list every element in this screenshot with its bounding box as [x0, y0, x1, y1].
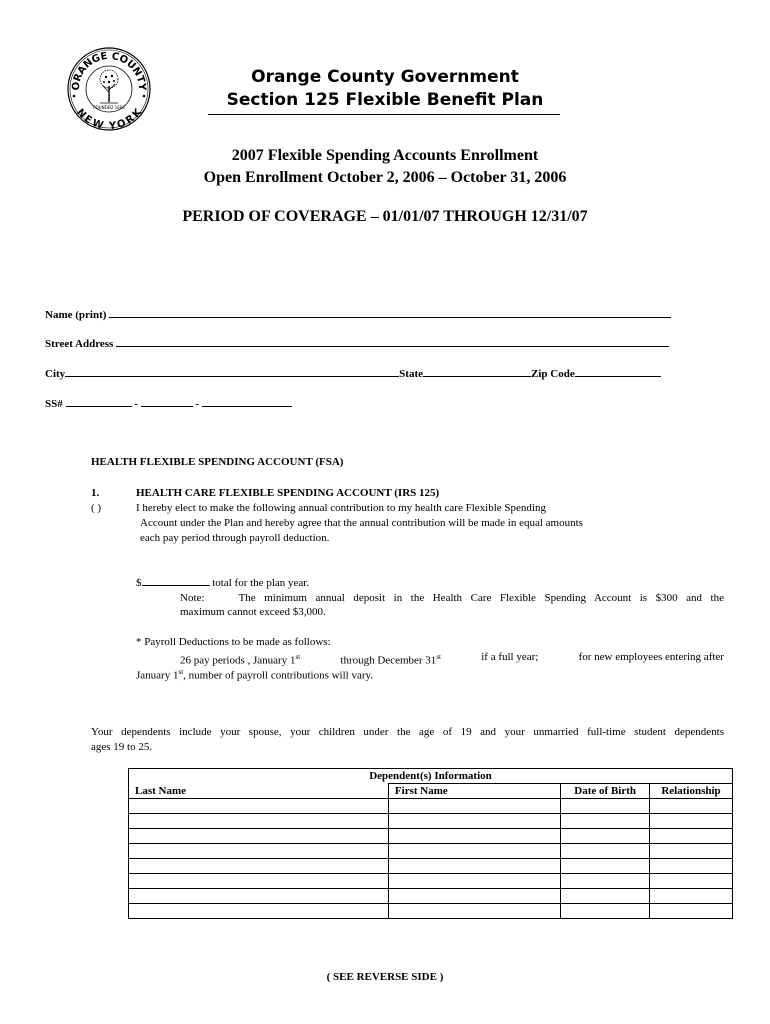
cell[interactable] — [388, 814, 560, 829]
cell[interactable] — [129, 799, 389, 814]
zip-code-label: Zip Code — [531, 368, 575, 380]
col-relationship: Relationship — [650, 784, 733, 799]
cell[interactable] — [561, 844, 650, 859]
ssn-dash-2: - — [195, 398, 200, 410]
plan-title: Section 125 Flexible Benefit Plan — [226, 90, 544, 110]
orange-county-seal — [66, 46, 152, 132]
table-title: Dependent(s) Information — [129, 769, 733, 784]
seal-founded-text: FOUNDED 1683 — [93, 105, 125, 110]
fsa-heading: HEALTH FLEXIBLE SPENDING ACCOUNT (FSA) — [91, 456, 344, 468]
cell[interactable] — [561, 874, 650, 889]
note-line-1 — [180, 591, 724, 606]
amount-prefix: $ — [136, 577, 142, 589]
dependents-table — [128, 768, 733, 919]
cell[interactable] — [561, 814, 650, 829]
payroll-heading: * Payroll Deductions to be made as follows: — [136, 636, 331, 648]
table-row — [129, 874, 733, 889]
table-header-row — [129, 784, 733, 799]
seal-top-text: ORANGE COUNTY — [70, 50, 148, 91]
election-text-line-1: I hereby elect to make the following annual contribution to my health care Flexible Spending — [136, 502, 546, 514]
cell[interactable] — [388, 844, 560, 859]
zip-code-line[interactable] — [575, 367, 661, 377]
cell[interactable] — [388, 859, 560, 874]
payroll-sup-3: st — [178, 668, 184, 676]
city-line[interactable] — [65, 367, 399, 377]
cell[interactable] — [561, 799, 650, 814]
table-row — [129, 814, 733, 829]
cell[interactable] — [129, 904, 389, 919]
payroll-text-f: , number of payroll contributions will vary. — [183, 669, 374, 682]
cell[interactable] — [129, 874, 389, 889]
table-row — [129, 904, 733, 919]
payroll-sup-2: st — [436, 653, 441, 661]
state-line[interactable] — [423, 367, 531, 377]
name-label: Name (print) — [45, 309, 107, 321]
ssn-part3-line[interactable] — [202, 397, 292, 407]
payroll-text-e: January 1 — [136, 669, 179, 682]
annual-amount-field[interactable] — [136, 576, 309, 591]
name-field[interactable] — [45, 308, 671, 321]
note-text-1: The minimum annual deposit in the Health Care Flexible Spending Account is $300 and the — [238, 592, 724, 604]
payroll-line-2 — [136, 665, 373, 684]
city-state-zip-field[interactable] — [45, 367, 661, 380]
amount-suffix: total for the plan year. — [212, 577, 310, 589]
cell[interactable] — [388, 889, 560, 904]
cell[interactable] — [650, 829, 733, 844]
payroll-text-b: through December 31 — [340, 654, 437, 667]
payroll-sup-1: st — [295, 653, 301, 661]
street-address-label: Street Address — [45, 338, 114, 350]
dependents-text-line-2: ages 19 to 25. — [91, 741, 153, 753]
cell[interactable] — [650, 844, 733, 859]
ssn-label: SS# — [45, 398, 63, 410]
item-number: 1. — [91, 487, 100, 499]
seal-bottom-text: NEW YORK — [74, 107, 144, 132]
ssn-field[interactable] — [45, 397, 292, 410]
street-address-field[interactable] — [45, 337, 669, 350]
title-underline — [208, 114, 560, 115]
svg-text:ORANGE COUNTY — [71, 51, 147, 92]
tree-icon — [100, 70, 118, 103]
election-text-line-2: Account under the Plan and hereby agree that the annual contribution will be made in equal amounts — [140, 517, 583, 529]
cell[interactable] — [561, 859, 650, 874]
note-line-2: maximum cannot exceed $3,000. — [180, 606, 326, 618]
cell[interactable] — [388, 829, 560, 844]
election-checkbox[interactable]: ( ) — [91, 502, 102, 514]
table-title-row — [129, 769, 733, 784]
amount-line[interactable] — [142, 576, 210, 586]
payroll-text-c: if a full year; — [481, 651, 539, 663]
table-row — [129, 889, 733, 904]
cell[interactable] — [561, 889, 650, 904]
city-label: City — [45, 368, 66, 380]
cell[interactable] — [129, 844, 389, 859]
ssn-part2-line[interactable] — [141, 397, 193, 407]
cell[interactable] — [650, 799, 733, 814]
election-text-line-3: each pay period through payroll deduction. — [140, 532, 330, 544]
table-row — [129, 844, 733, 859]
health-care-fsa-title: HEALTH CARE FLEXIBLE SPENDING ACCOUNT (IRS 125) — [136, 487, 440, 499]
cell[interactable] — [388, 904, 560, 919]
cell[interactable] — [650, 814, 733, 829]
cell[interactable] — [388, 874, 560, 889]
note-label: Note: — [180, 592, 205, 604]
dependents-text-line-1: Your dependents include your spouse, your children under the age of 19 and your unmarried full-time student dependents — [91, 726, 724, 738]
org-title: Orange County Government — [251, 67, 519, 87]
col-last-name: Last Name — [129, 784, 389, 799]
cell[interactable] — [650, 859, 733, 874]
payroll-text-a: 26 pay periods , January 1 — [180, 654, 296, 667]
cell[interactable] — [129, 859, 389, 874]
ssn-part1-line[interactable] — [66, 397, 132, 407]
coverage-period: PERIOD OF COVERAGE – 01/01/07 THROUGH 12/31/07 — [182, 208, 588, 225]
open-enrollment-period: Open Enrollment October 2, 2006 – October 31, 2006 — [203, 169, 567, 186]
street-address-line[interactable] — [116, 337, 669, 347]
enrollment-title: 2007 Flexible Spending Accounts Enrollment — [231, 147, 539, 164]
see-reverse-side: ( SEE REVERSE SIDE ) — [326, 971, 444, 983]
table-row — [129, 859, 733, 874]
table-row — [129, 799, 733, 814]
cell[interactable] — [561, 829, 650, 844]
cell[interactable] — [650, 904, 733, 919]
table-row — [129, 829, 733, 844]
col-date-of-birth: Date of Birth — [561, 784, 650, 799]
cell[interactable] — [388, 799, 560, 814]
svg-text:NEW YORK — [74, 106, 145, 132]
col-first-name: First Name — [388, 784, 560, 799]
cell[interactable] — [129, 889, 389, 904]
payroll-text-d: for new employees entering after — [578, 651, 724, 663]
cell[interactable] — [650, 874, 733, 889]
cell[interactable] — [561, 904, 650, 919]
cell[interactable] — [650, 889, 733, 904]
state-label: State — [399, 368, 423, 380]
cell[interactable] — [129, 829, 389, 844]
name-line[interactable] — [109, 308, 671, 318]
ssn-dash-1: - — [134, 398, 138, 410]
cell[interactable] — [129, 814, 389, 829]
